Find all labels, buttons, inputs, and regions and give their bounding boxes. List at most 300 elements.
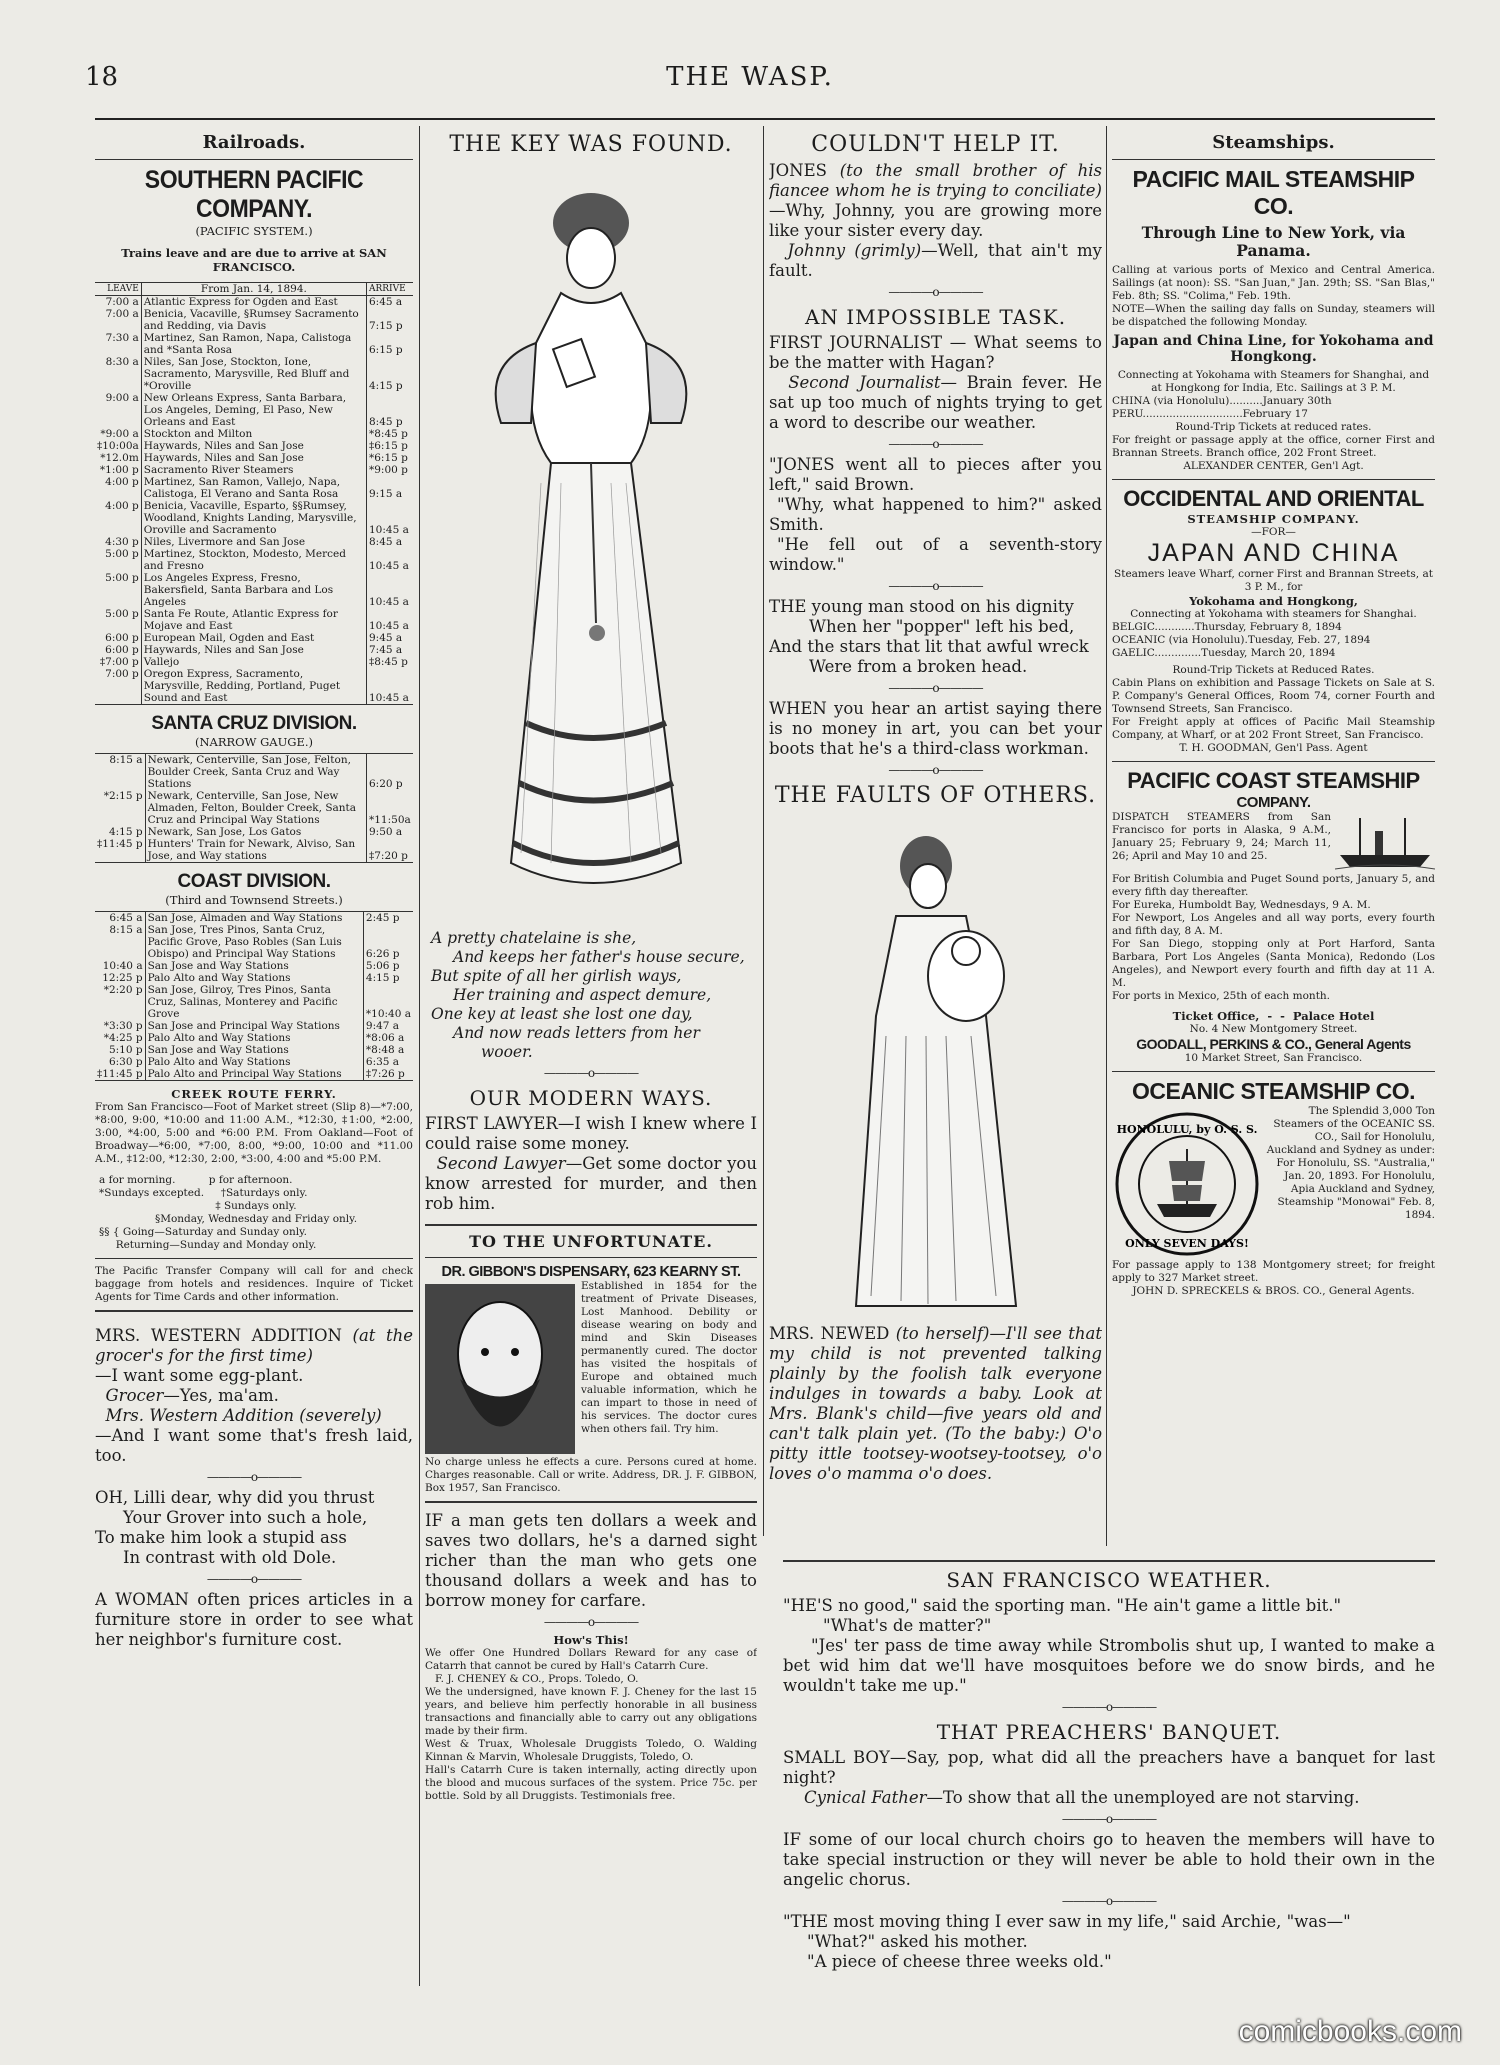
coast-sub: (Third and Townsend Streets.) <box>165 893 343 907</box>
route-description: Vallejo <box>143 656 180 668</box>
seal-text-top: HONOLULU, by O. S. S. <box>1116 1123 1258 1136</box>
joke-line: "What's de matter?" <box>823 1616 992 1635</box>
humor-column-2 <box>425 126 757 1986</box>
route-description: Palo Alto and Way Stations <box>147 972 291 984</box>
arrive-time: 6:15 p <box>367 332 414 356</box>
leave-time: 4:15 p <box>95 826 145 838</box>
oceanic-foot: For passage apply to 138 Montgomery street; for freight apply to 327 Market street. <box>1112 1259 1435 1284</box>
sailing-line: BELGIC............Thursday, February 8, 1894 <box>1112 621 1342 633</box>
table-row <box>95 960 413 972</box>
separator <box>769 681 1102 695</box>
arrive-time: *6:15 p <box>367 452 414 464</box>
joke-speaker: Johnny <box>787 241 846 260</box>
col-arrive: ARRIVE <box>367 283 414 296</box>
separator <box>769 437 1102 451</box>
steamship-icon <box>1335 813 1435 873</box>
route-description: San Jose and Principal Way Stations <box>147 1020 340 1032</box>
route-description: Palo Alto and Way Stations <box>147 1032 291 1044</box>
hows-cheney: F. J. CHENEY & CO., Props. Toledo, O. <box>435 1673 639 1685</box>
table-row <box>95 656 413 668</box>
steamships-column <box>1112 126 1435 1546</box>
arrive-time: 8:45 a <box>367 536 414 548</box>
oceanic-title: OCEANIC STEAMSHIP CO. <box>1132 1078 1415 1104</box>
leave-time: ‡11:45 p <box>95 1068 145 1081</box>
joke-stage: (to herself) <box>895 1324 990 1343</box>
dispensary-foot: No charge unless he effects a cure. Persons cured at home. Charges reasonable. Call or write. Address, DR. J. F. GIBBON, Box 1957, San Francisco. <box>425 1456 757 1494</box>
agent-name: T. H. GOODMAN, Gen'l Pass. Agent <box>1179 742 1368 754</box>
verse-line: In contrast with old Dole. <box>123 1548 337 1567</box>
table-row <box>95 572 413 608</box>
joke-stage: (to the small brother of his fiancee whom he is trying to conciliate) <box>769 161 1102 200</box>
arrive-time: 7:45 a <box>367 644 414 656</box>
leave-time: 4:00 p <box>95 476 141 500</box>
company-system: (PACIFIC SYSTEM.) <box>195 224 313 238</box>
round-trip-note: Round-Trip Tickets at reduced rates. <box>1175 421 1372 433</box>
arrive-time: ‡6:15 p <box>367 440 414 452</box>
chatelaine-illustration <box>441 163 741 923</box>
table-header <box>95 283 413 296</box>
joke-line: —Well, that ain't my fault. <box>769 241 1102 280</box>
leave-time: ‡7:00 p <box>95 656 141 668</box>
route-description: Benicia, Vacaville, §Rumsey Sacramento and Redding, via Davis <box>143 308 359 332</box>
leave-time: 10:40 a <box>95 960 145 972</box>
verse-line: And now reads letters from her <box>453 1024 700 1042</box>
ferry-text: From San Francisco—Foot of Market street (Slip 8)—*7:00, *8:00, 9:00, *10:00 and 11:00 A.M., *12:30, ‡1:00, *2:00, 3:00, *4:00, 5:00 and *6:00 P.M. From Oakland—Foot of Broadway—*6:00, *7:00, 8:00, *9:00, 10:00 and *11.00 A.M., ‡12:00, *12:30, 2:00, *3:00, 4:00 and *5:00 P.M. <box>95 1101 413 1165</box>
joke-speaker: Grocer <box>105 1386 164 1405</box>
ten-dollars-joke: IF a man gets ten dollars a week and saves two dollars, he's a darned sight richer than the man who gets one thousand dollars a week and has to borrow money for carfare. <box>425 1511 757 1610</box>
mother-baby-illustration <box>816 816 1056 1316</box>
joke-line: —I'll see that my child is not prevented talking plainly by the foolish talk everyone indulges in towards a baby. Look at Mrs. Blank's child—five years old and can't talk plain yet. <box>769 1324 1102 1443</box>
hows-text: Hall's Catarrh Cure is taken internally, acting directly upon the blood and mucous surfaces of the system. Price 75c. per bottle. Sold by all Druggists. Testimonials free. <box>425 1764 757 1802</box>
route-description: Newark, Centerville, San Jose, New Almaden, Felton, Boulder Creek, Santa Cruz and Principal Way Stations <box>147 790 357 826</box>
leave-time: *9:00 a <box>95 428 141 440</box>
top-rule <box>95 118 1435 120</box>
seal-text-bottom: ONLY SEVEN DAYS! <box>1125 1237 1249 1250</box>
separator <box>769 285 1102 299</box>
legend-line: Returning—Sunday and Monday only. <box>99 1239 317 1251</box>
oceanic-seal <box>1112 1109 1262 1259</box>
arrive-time: 9:50 a <box>367 826 414 838</box>
verse-line: Were from a broken head. <box>809 657 1028 676</box>
divider <box>425 1257 757 1258</box>
verse-line: To make him look a stupid ass <box>95 1528 347 1547</box>
table-row <box>95 356 413 392</box>
table-row <box>95 452 413 464</box>
arrive-time: 6:26 p <box>363 924 413 960</box>
route-description: San Jose and Way Stations <box>147 1044 289 1056</box>
column-divider <box>1106 126 1107 1546</box>
table-row <box>95 1068 413 1081</box>
leave-time: 7:30 a <box>95 332 141 356</box>
table-row <box>95 464 413 476</box>
joke-line: "He fell out of a seventh-story window." <box>769 535 1102 574</box>
separator <box>783 1700 1435 1714</box>
route-description: Palo Alto and Principal Way Stations <box>147 1068 342 1080</box>
leave-time: 5:00 p <box>95 548 141 572</box>
arrive-time: 7:15 p <box>367 308 414 332</box>
leave-time: *12.0m <box>95 452 141 464</box>
route-description: New Orleans Express, Santa Barbara, Los Angeles, Deming, El Paso, New Orleans and East <box>143 392 347 428</box>
arrive-time: 4:15 p <box>367 356 414 392</box>
divider <box>425 1224 757 1226</box>
leave-time: *4:25 p <box>95 1032 145 1044</box>
joke-line: —And I want some that's fresh laid, too. <box>95 1426 413 1465</box>
legend-line: *Sundays excepted. †Saturdays only. <box>99 1187 308 1199</box>
arrive-time: 6:35 a <box>363 1056 413 1068</box>
verse-line: Her training and aspect demure, <box>453 986 712 1004</box>
santa-cruz-table <box>95 753 413 863</box>
route-description: San Jose, Almaden and Way Stations <box>147 912 343 924</box>
separator <box>425 1066 757 1080</box>
joke-lead: JONES <box>769 161 827 180</box>
joke-line: — Brain fever. He sat up too much of nights trying to get a word to describe our weather. <box>769 373 1102 432</box>
table-row <box>95 548 413 572</box>
arrive-time: 10:45 a <box>367 668 414 705</box>
bottom-section <box>783 1560 1435 2000</box>
table-row <box>95 1056 413 1068</box>
separator <box>783 1894 1435 1908</box>
divider <box>425 1501 757 1503</box>
pacific-mail-title: PACIFIC MAIL STEAMSHIP CO. <box>1132 166 1415 219</box>
masthead: THE WASP. <box>666 62 834 92</box>
route-description: Atlantic Express for Ogden and East <box>143 296 338 308</box>
route-description: Haywards, Niles and San Jose <box>143 644 304 656</box>
company-title: SOUTHERN PACIFIC COMPANY. <box>144 166 364 223</box>
separator <box>783 1812 1435 1826</box>
arrive-time: 9:15 a <box>367 476 414 500</box>
pacific-coast-ad <box>1112 811 1435 873</box>
route-description: San Jose, Tres Pinos, Santa Cruz, Pacific Grove, Paso Robles (San Luis Obispo) and Principal Way Stations <box>147 924 342 960</box>
leave-time: 5:00 p <box>95 572 141 608</box>
col-from: From Jan. 14, 1894. <box>200 283 307 295</box>
route-description: Haywards, Niles and San Jose <box>143 440 304 452</box>
section-title: Railroads. <box>202 132 306 153</box>
banquet-title: THAT PREACHERS' BANQUET. <box>936 1720 1282 1744</box>
arrive-time: 10:45 a <box>367 608 414 632</box>
route-description: Newark, Centerville, San Jose, Felton, Boulder Creek, Santa Cruz and Way Stations <box>147 754 351 790</box>
route-description: Martinez, San Ramon, Vallejo, Napa, Calistoga, El Verano and Santa Rosa <box>143 476 341 500</box>
arrive-time: 9:47 a <box>363 1020 413 1032</box>
artist-joke: WHEN you hear an artist saying there is no money in art, you can bet your boots that he's a third-class workman. <box>769 699 1102 758</box>
pacific-mail-text: Calling at various ports of Mexico and Central America. Sailings (at noon): SS. "San Juan," Jan. 29th; SS. "San Blas," Feb. 8th; SS. "Colima," Feb. 19th. <box>1112 264 1435 302</box>
leave-time: *1:00 p <box>95 464 141 476</box>
chatelaine-verse <box>425 929 757 1062</box>
pacific-coast-text: For San Diego, stopping only at Port Harford, Santa Barbara, Port Los Angeles (Santa Monica), Redondo (Los Angeles), and Newport every fourth and fifth day at 11 A. M. <box>1112 938 1435 989</box>
leave-time: *3:30 p <box>95 1020 145 1032</box>
route-description: Haywards, Niles and San Jose <box>143 452 304 464</box>
doctor-portrait <box>425 1284 575 1454</box>
leave-time: 7:00 a <box>95 296 141 309</box>
table-row <box>95 632 413 644</box>
table-row <box>95 332 413 356</box>
legend-line: a for morning. p for afternoon. <box>99 1174 293 1186</box>
route-description: Hunters' Train for Newark, Alviso, San Jose, and Way stations <box>147 838 356 862</box>
santa-cruz-title: SANTA CRUZ DIVISION. <box>151 713 357 734</box>
leave-time: 6:00 p <box>95 644 141 656</box>
pieces-joke <box>769 455 1102 575</box>
leave-time: 5:00 p <box>95 608 141 632</box>
cabin-note: Cabin Plans on exhibition and Passage Tickets on Sale at S. P. Company's General Offices, Room 74, corner Fourth and Townsend Streets, San Francisco. <box>1112 677 1435 715</box>
route-description: Stockton and Milton <box>143 428 253 440</box>
oceanic-ad <box>1112 1105 1435 1259</box>
agent-name: ALEXANDER CENTER, Gen'l Agt. <box>1183 460 1364 472</box>
dignity-poem <box>769 597 1102 677</box>
table-row <box>95 296 413 309</box>
separator <box>95 1470 413 1484</box>
sailing-line: PERU..............................February 17 <box>1112 408 1308 420</box>
table-row <box>95 308 413 332</box>
arrive-time: *10:40 a <box>363 984 413 1020</box>
route-description: Martinez, Stockton, Modesto, Merced and Fresno <box>143 548 346 572</box>
pacific-coast-text: For Eureka, Humboldt Bay, Wednesdays, 9 A. M. <box>1112 899 1371 911</box>
freight-note: For freight or passage apply at the office, corner First and Brannan Streets. Branch office, 202 Front Street. <box>1112 434 1435 459</box>
divider <box>783 1560 1435 1562</box>
arrive-time: *8:48 a <box>363 1044 413 1056</box>
coast-rows <box>95 912 413 1081</box>
choirs-joke: IF some of our local church choirs go to heaven the members will have to take special instruction or they will never be able to hold their own in the angelic chorus. <box>783 1830 1435 1889</box>
arrive-time: 9:45 a <box>367 632 414 644</box>
hows-ad <box>425 1647 757 1803</box>
verse-line: One key at least she lost one day, <box>431 1005 693 1023</box>
leave-time: 8:15 a <box>95 754 145 791</box>
dispensary-title: DR. GIBBON'S DISPENSARY, 623 KEARNY ST. <box>441 1264 741 1280</box>
joke-speaker: Cynical Father <box>803 1788 927 1807</box>
route-description: Palo Alto and Way Stations <box>147 1056 291 1068</box>
site-watermark: comicbooks.com <box>1238 2015 1462 2048</box>
joke-line: —Why, Johnny, you are growing more like your sister every day. <box>769 201 1102 240</box>
table-row <box>95 500 413 536</box>
joke-line: —I want some egg-plant. <box>95 1366 304 1385</box>
weather-joke <box>783 1596 1435 1696</box>
legend <box>95 1174 413 1252</box>
route-description: Los Angeles Express, Fresno, Bakersfield, Santa Barbara and Los Angeles <box>143 572 334 608</box>
hows-title: How's This! <box>553 1633 629 1647</box>
schedule-table <box>95 282 413 705</box>
humor-column-3 <box>769 126 1102 1536</box>
joke-line: FIRST JOURNALIST — What seems to be the matter with Hagan? <box>769 333 1102 372</box>
pacific-coast-text: For Newport, Los Angeles and all way ports, every fourth and fifth day, 8 A. M. <box>1112 912 1435 937</box>
occidental-for: —FOR— <box>1251 526 1296 538</box>
pacific-coast-text: DISPATCH STEAMERS from San Francisco for ports in Alaska, 9 A.M., January 25; February 9, 24; March 11, 26; April and May 10 and 25. <box>1112 811 1331 862</box>
table-row <box>95 440 413 452</box>
banquet-joke <box>783 1748 1435 1808</box>
dispensary-ad <box>425 1280 757 1454</box>
joke-line: FIRST LAWYER—I wish I knew where I could raise some money. <box>425 1114 757 1153</box>
verse-line: wooer. <box>481 1043 533 1061</box>
route-description: European Mail, Ogden and East <box>143 632 315 644</box>
verse-line: Your Grover into such a hole, <box>123 1508 368 1527</box>
table-row <box>95 984 413 1020</box>
table-row <box>95 838 413 863</box>
oceanic-agent: JOHN D. SPRECKELS & BROS. CO., General Agents. <box>1132 1285 1415 1297</box>
faults-title: THE FAULTS OF OTHERS. <box>774 783 1097 808</box>
joke-line: O'o pitty ittle tootsey-wootsey-tootsey, o'o loves o'o mamma o'o does. <box>769 1424 1102 1483</box>
divider <box>1112 159 1435 160</box>
weather-title: SAN FRANCISCO WEATHER. <box>946 1568 1272 1592</box>
table-row <box>95 608 413 632</box>
arrive-time: 10:45 a <box>367 572 414 608</box>
table-row <box>95 912 413 925</box>
divider <box>1112 1071 1435 1072</box>
arrive-time: *8:06 a <box>363 1032 413 1044</box>
leave-time: 6:00 p <box>95 632 141 644</box>
leave-time: 6:45 a <box>95 912 145 925</box>
pacific-coast-text: For ports in Mexico, 25th of each month. <box>1112 990 1331 1002</box>
divider <box>95 1310 413 1312</box>
table-row <box>95 428 413 440</box>
journalist-joke <box>769 333 1102 433</box>
joke-western-addition <box>95 1326 413 1466</box>
legend-line: §§ { Going—Saturday and Sunday only. <box>99 1226 307 1238</box>
occidental-dest: JAPAN AND CHINA <box>1147 539 1400 567</box>
joke-lead: MRS. WESTERN ADDITION <box>95 1326 342 1345</box>
general-agents: GOODALL, PERKINS & CO., General Agents <box>1136 1036 1411 1052</box>
sailing-line: GAELIC..............Tuesday, March 20, 1894 <box>1112 647 1336 659</box>
arrive-time: *11:50a <box>367 790 414 826</box>
route-description: Oregon Express, Sacramento, Marysville, Redding, Portland, Puget Sound and East <box>143 668 341 704</box>
leave-time: 4:00 p <box>95 500 141 536</box>
table-row <box>95 972 413 984</box>
arrive-time: 5:06 p <box>363 960 413 972</box>
verse-line: OH, Lilli dear, why did you thrust <box>95 1488 375 1507</box>
verse-line: And keeps her father's house secure, <box>453 948 745 966</box>
railroads-column <box>95 126 413 1986</box>
joke-line: SMALL BOY—Say, pop, what did all the preachers have a banquet for last night? <box>783 1748 1435 1787</box>
impossible-title: AN IMPOSSIBLE TASK. <box>804 305 1067 329</box>
section-title: Steamships. <box>1212 132 1335 153</box>
joke-stage: (To the baby:) <box>945 1424 1067 1443</box>
col-leave: LEAVE <box>95 283 141 296</box>
key-title: THE KEY WAS FOUND. <box>449 132 733 157</box>
table-row <box>95 924 413 960</box>
joke-line: "A piece of cheese three weeks old." <box>807 1952 1112 1971</box>
verse-line: A pretty chatelaine is she, <box>431 929 637 947</box>
joke-woman: A WOMAN often prices articles in a furniture store in order to see what her neighbor's furniture cost. <box>95 1590 413 1649</box>
couldnt-title: COULDN'T HELP IT. <box>811 132 1060 157</box>
oceanic-text: The Splendid 3,000 Ton Steamers of the OCEANIC SS. CO., Sail for Honolulu, Auckland and Sydney as under: For Honolulu, SS. "Australia," Jan. 20, 1893. For Honolulu, Apia Auckland and Sydney, Steamship "Monowai" Feb. 8, 1894. <box>1266 1105 1435 1221</box>
coast-table <box>95 911 413 1081</box>
route-description: San Jose, Gilroy, Tres Pinos, Santa Cruz, Salinas, Monterey and Pacific Grove <box>147 984 338 1020</box>
joke-speaker: Second Lawyer <box>436 1154 566 1173</box>
transfer-note: The Pacific Transfer Company will call for and check baggage from hotels and residences. Inquire of Ticket Agents for Time Cards and other information. <box>95 1265 413 1303</box>
leave-time: ‡11:45 p <box>95 838 145 863</box>
separator <box>769 579 1102 593</box>
round-trip-note: Round-Trip Tickets at Reduced Rates. <box>1172 664 1375 676</box>
joke-line: "JONES went all to pieces after you left," said Brown. <box>769 455 1102 494</box>
leave-time: 6:30 p <box>95 1056 145 1068</box>
pacific-mail-japan-text: Connecting at Yokohama with Steamers for Shanghai, and at Hongkong for India, Etc. Sailings at 3 P. M. <box>1117 369 1430 394</box>
route-description: Sacramento River Steamers <box>143 464 294 476</box>
route-description: Benicia, Vacaville, Esparto, §§Rumsey, Woodland, Knights Landing, Marysville, Oroville and Sacramento <box>143 500 357 536</box>
arrive-time: 8:45 p <box>367 392 414 428</box>
separator <box>425 1615 757 1629</box>
arrive-time: 2:45 p <box>363 912 413 925</box>
separator <box>95 1572 413 1586</box>
verse-line: And the stars that lit that awful wreck <box>769 637 1089 656</box>
modern-joke <box>425 1114 757 1214</box>
leave-time: *2:15 p <box>95 790 145 826</box>
joke-line: "THE most moving thing I ever saw in my life," said Archie, "was—" <box>783 1912 1351 1931</box>
occidental-text: Steamers leave Wharf, corner First and Brannan Streets, at 3 P. M., for <box>1114 568 1433 593</box>
joke-line: "Why, what happened to him?" asked Smith. <box>769 495 1102 534</box>
legend-line: §Monday, Wednesday and Friday only. <box>154 1213 358 1225</box>
newed-joke <box>769 1324 1102 1484</box>
page-number: 18 <box>85 62 119 92</box>
table-row <box>95 1032 413 1044</box>
table-row <box>95 826 413 838</box>
table-row <box>95 668 413 705</box>
occidental-yoko: Yokohama and Hongkong, <box>1189 594 1358 608</box>
main-rows <box>95 296 413 705</box>
joke-speaker: Mrs. Western Addition <box>105 1406 295 1425</box>
table-row <box>95 1044 413 1056</box>
table-row <box>95 754 413 791</box>
joke-line: —Yes, ma'am. <box>163 1386 279 1405</box>
verse-line: When her "popper" left his bed, <box>809 617 1075 636</box>
freight-note: For Freight apply at offices of Pacific Mail Steamship Company, at Wharf, or at 202 Front Street, San Francisco. <box>1112 716 1435 741</box>
hows-text: We offer One Hundred Dollars Reward for any case of Catarrh that cannot be cured by Hall's Catarrh Cure. <box>425 1647 757 1672</box>
arrive-time: 10:45 a <box>367 548 414 572</box>
verse-line: THE young man stood on his dignity <box>769 597 1074 616</box>
divider <box>95 159 413 160</box>
leave-time: 5:10 p <box>95 1044 145 1056</box>
coast-title: COAST DIVISION. <box>177 871 331 892</box>
leave-time: 4:30 p <box>95 536 141 548</box>
arrive-time: 4:15 p <box>363 972 413 984</box>
arrive-time: *9:00 p <box>367 464 414 476</box>
jones-joke <box>769 161 1102 281</box>
joke-line: —To show that all the unemployed are not starving. <box>926 1788 1360 1807</box>
column-divider <box>419 126 420 1986</box>
route-description: Niles, Livermore and San Jose <box>143 536 306 548</box>
leave-time: 7:00 p <box>95 668 141 705</box>
santa-cruz-rows <box>95 754 413 863</box>
arrive-time: 10:45 a <box>367 500 414 536</box>
trains-note: Trains leave and are due to arrive at SAN FRANCISCO. <box>121 246 387 274</box>
leave-time: 8:15 a <box>95 924 145 960</box>
arrive-time: *8:45 p <box>367 428 414 440</box>
unfortunate-title: TO THE UNFORTUNATE. <box>469 1232 713 1251</box>
pacific-mail-note: NOTE—When the sailing day falls on Sunday, steamers will be dispatched the following Monday. <box>1112 303 1435 328</box>
table-row <box>95 1020 413 1032</box>
archie-joke <box>783 1912 1435 1972</box>
arrive-time: ‡7:20 p <box>367 838 414 863</box>
hows-text: We the undersigned, have known F. J. Cheney for the last 15 years, and believe him perfectly honorable in all business transactions and financially able to carry out any obligations made by their firm. <box>425 1686 757 1737</box>
route-description: Martinez, San Ramon, Napa, Calistoga and *Santa Rosa <box>143 332 352 356</box>
pacific-coast-text: For British Columbia and Puget Sound ports, January 5, and every fifth day thereafter. <box>1112 873 1435 898</box>
separator <box>769 763 1102 777</box>
joke-stage: (severely) <box>299 1406 382 1425</box>
pacific-mail-japan: Japan and China Line, for Yokohama and Hongkong. <box>1113 333 1434 365</box>
leave-time: ‡10:00a <box>95 440 141 452</box>
route-description: San Jose and Way Stations <box>147 960 289 972</box>
table-row <box>95 536 413 548</box>
general-agents-address: 10 Market Street, San Francisco. <box>1184 1052 1363 1064</box>
joke-line: "Jes' ter pass de time away while Strombolis shut up, I wanted to make a bet wid him dat we'll have mosquitoes before we do snow birds, and he wouldn't take me up." <box>783 1636 1435 1695</box>
table-row <box>95 644 413 656</box>
route-description: Santa Fe Route, Atlantic Express for Mojave and East <box>143 608 338 632</box>
arrive-time: 6:20 p <box>367 754 414 791</box>
occidental-sub: STEAMSHIP COMPANY. <box>1187 512 1360 526</box>
leave-time: 12:25 p <box>95 972 145 984</box>
arrive-time: ‡8:45 p <box>367 656 414 668</box>
arrive-time: ‡7:26 p <box>363 1068 413 1081</box>
column-divider <box>763 126 764 1536</box>
table-row <box>95 392 413 428</box>
joke-line: "What?" asked his mother. <box>807 1932 1028 1951</box>
route-description: Niles, San Jose, Stockton, Ione, Sacramento, Marysville, Red Bluff and *Oroville <box>143 356 350 392</box>
verse-lilli <box>95 1488 413 1568</box>
